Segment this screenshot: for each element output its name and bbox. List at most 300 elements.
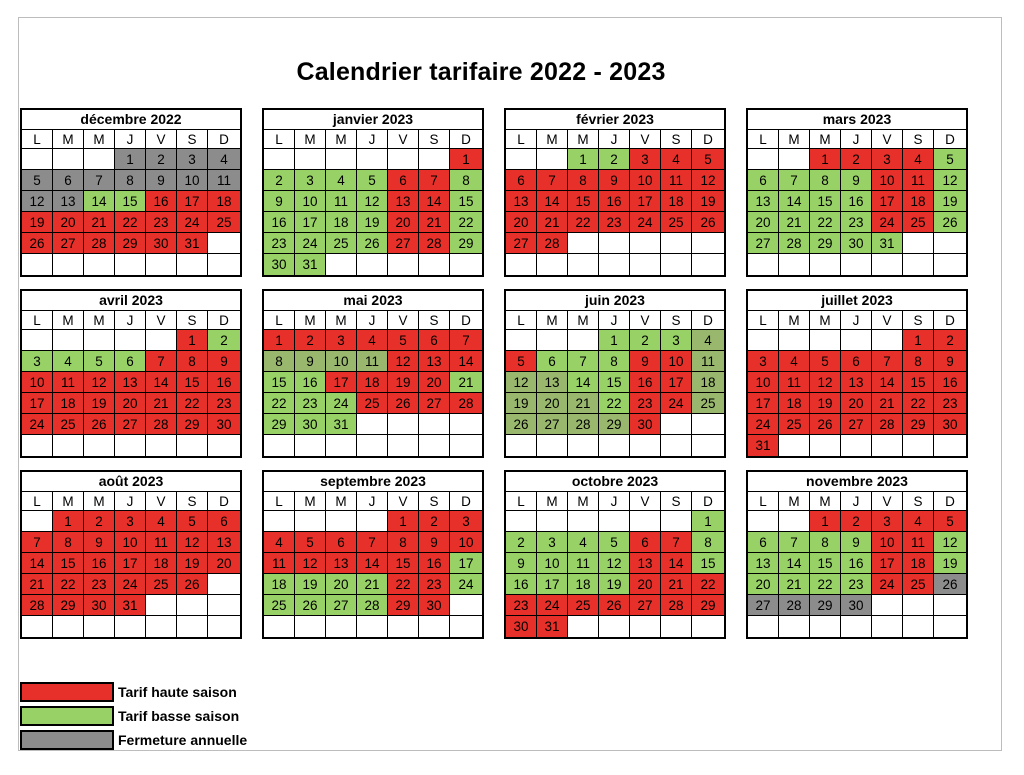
day-cell: 4 bbox=[903, 149, 934, 170]
day-cell: 22 bbox=[388, 574, 419, 595]
day-cell: 27 bbox=[388, 233, 419, 254]
empty-cell bbox=[84, 149, 115, 170]
empty-cell bbox=[208, 595, 240, 616]
day-cell: 21 bbox=[872, 393, 903, 414]
day-cell: 21 bbox=[779, 574, 810, 595]
day-cell: 19 bbox=[295, 574, 326, 595]
day-cell: 3 bbox=[537, 532, 568, 553]
empty-cell bbox=[326, 435, 357, 456]
day-cell: 10 bbox=[537, 553, 568, 574]
day-cell: 28 bbox=[872, 414, 903, 435]
day-cell: 4 bbox=[779, 351, 810, 372]
day-cell: 23 bbox=[419, 574, 450, 595]
day-cell: 6 bbox=[841, 351, 872, 372]
month-title: mars 2023 bbox=[748, 110, 966, 130]
weekday-label: M bbox=[326, 311, 357, 330]
empty-cell bbox=[22, 149, 53, 170]
month-title: décembre 2022 bbox=[22, 110, 240, 130]
week-row bbox=[506, 351, 724, 372]
day-cell: 17 bbox=[872, 191, 903, 212]
day-cell: 16 bbox=[419, 553, 450, 574]
weekday-label: V bbox=[872, 311, 903, 330]
empty-cell bbox=[630, 435, 661, 456]
day-cell: 18 bbox=[208, 191, 240, 212]
weekday-label: V bbox=[388, 130, 419, 149]
day-cell: 11 bbox=[692, 351, 724, 372]
empty-cell bbox=[903, 616, 934, 637]
empty-cell bbox=[599, 233, 630, 254]
empty-cell bbox=[388, 254, 419, 275]
day-cell: 23 bbox=[84, 574, 115, 595]
day-cell: 24 bbox=[295, 233, 326, 254]
day-cell: 12 bbox=[934, 532, 966, 553]
empty-cell bbox=[53, 330, 84, 351]
empty-cell bbox=[357, 149, 388, 170]
week-row bbox=[264, 372, 482, 393]
day-cell: 13 bbox=[748, 553, 779, 574]
day-cell: 24 bbox=[450, 574, 482, 595]
day-cell: 1 bbox=[903, 330, 934, 351]
day-cell: 1 bbox=[388, 511, 419, 532]
day-cell: 24 bbox=[22, 414, 53, 435]
empty-cell bbox=[53, 435, 84, 456]
day-cell: 13 bbox=[115, 372, 146, 393]
day-cell: 22 bbox=[115, 212, 146, 233]
weekday-label: V bbox=[630, 130, 661, 149]
day-cell: 16 bbox=[208, 372, 240, 393]
day-cell: 7 bbox=[450, 330, 482, 351]
week-row bbox=[264, 574, 482, 595]
day-cell: 2 bbox=[630, 330, 661, 351]
weekday-label: S bbox=[177, 492, 208, 511]
empty-cell bbox=[264, 149, 295, 170]
day-cell: 2 bbox=[841, 149, 872, 170]
day-cell: 15 bbox=[450, 191, 482, 212]
day-cell: 8 bbox=[599, 351, 630, 372]
day-cell: 27 bbox=[630, 595, 661, 616]
day-cell: 12 bbox=[506, 372, 537, 393]
weekday-header bbox=[748, 130, 966, 149]
day-cell: 5 bbox=[506, 351, 537, 372]
day-cell: 13 bbox=[506, 191, 537, 212]
weekday-label: M bbox=[810, 492, 841, 511]
day-cell: 21 bbox=[568, 393, 599, 414]
empty-cell bbox=[568, 511, 599, 532]
day-cell: 8 bbox=[264, 351, 295, 372]
day-cell: 20 bbox=[748, 212, 779, 233]
empty-cell bbox=[264, 435, 295, 456]
day-cell: 30 bbox=[630, 414, 661, 435]
weekday-label: M bbox=[326, 130, 357, 149]
day-cell: 19 bbox=[388, 372, 419, 393]
day-cell: 22 bbox=[599, 393, 630, 414]
empty-cell bbox=[810, 330, 841, 351]
day-cell: 22 bbox=[903, 393, 934, 414]
empty-cell bbox=[748, 149, 779, 170]
weekday-header bbox=[22, 130, 240, 149]
empty-cell bbox=[661, 254, 692, 275]
empty-cell bbox=[748, 511, 779, 532]
weekday-label: D bbox=[692, 311, 724, 330]
empty-cell bbox=[841, 435, 872, 456]
empty-cell bbox=[53, 616, 84, 637]
weekday-label: M bbox=[537, 311, 568, 330]
day-cell: 23 bbox=[841, 574, 872, 595]
day-cell: 27 bbox=[841, 414, 872, 435]
empty-cell bbox=[208, 254, 240, 275]
day-cell: 7 bbox=[22, 532, 53, 553]
day-cell: 2 bbox=[295, 330, 326, 351]
week-row bbox=[22, 330, 240, 351]
weekday-label: M bbox=[568, 492, 599, 511]
day-cell: 26 bbox=[506, 414, 537, 435]
day-cell: 8 bbox=[568, 170, 599, 191]
day-cell: 23 bbox=[841, 212, 872, 233]
day-cell: 17 bbox=[872, 553, 903, 574]
empty-cell bbox=[872, 254, 903, 275]
day-cell: 14 bbox=[450, 351, 482, 372]
week-row bbox=[506, 393, 724, 414]
day-cell: 19 bbox=[84, 393, 115, 414]
empty-cell bbox=[599, 511, 630, 532]
empty-cell bbox=[841, 330, 872, 351]
week-row bbox=[264, 414, 482, 435]
day-cell: 12 bbox=[692, 170, 724, 191]
day-cell: 11 bbox=[779, 372, 810, 393]
week-row bbox=[264, 149, 482, 170]
day-cell: 21 bbox=[450, 372, 482, 393]
week-row bbox=[22, 233, 240, 254]
empty-cell bbox=[506, 330, 537, 351]
month-calendar bbox=[262, 470, 484, 639]
day-cell: 18 bbox=[903, 553, 934, 574]
day-cell: 28 bbox=[84, 233, 115, 254]
weekday-label: L bbox=[506, 492, 537, 511]
weekday-label: M bbox=[53, 492, 84, 511]
day-cell: 18 bbox=[53, 393, 84, 414]
week-row bbox=[22, 212, 240, 233]
week-row bbox=[748, 553, 966, 574]
day-cell: 4 bbox=[661, 149, 692, 170]
month-calendar bbox=[746, 108, 968, 277]
day-cell: 10 bbox=[295, 191, 326, 212]
week-row bbox=[264, 532, 482, 553]
day-cell: 7 bbox=[872, 351, 903, 372]
day-cell: 5 bbox=[357, 170, 388, 191]
day-cell: 17 bbox=[537, 574, 568, 595]
empty-cell bbox=[177, 435, 208, 456]
day-cell: 5 bbox=[22, 170, 53, 191]
day-cell: 1 bbox=[568, 149, 599, 170]
week-row bbox=[264, 351, 482, 372]
day-cell: 3 bbox=[115, 511, 146, 532]
day-cell: 6 bbox=[748, 170, 779, 191]
empty-cell bbox=[208, 233, 240, 254]
weekday-label: J bbox=[357, 492, 388, 511]
empty-cell bbox=[264, 616, 295, 637]
week-row bbox=[264, 511, 482, 532]
day-cell: 26 bbox=[84, 414, 115, 435]
day-cell: 26 bbox=[388, 393, 419, 414]
day-cell: 25 bbox=[208, 212, 240, 233]
weekday-label: M bbox=[295, 492, 326, 511]
empty-cell bbox=[326, 616, 357, 637]
empty-cell bbox=[177, 595, 208, 616]
day-cell: 13 bbox=[630, 553, 661, 574]
day-cell: 18 bbox=[661, 191, 692, 212]
week-row bbox=[264, 212, 482, 233]
day-cell: 10 bbox=[748, 372, 779, 393]
day-cell: 28 bbox=[779, 233, 810, 254]
weekday-label: V bbox=[146, 130, 177, 149]
week-row bbox=[506, 435, 724, 456]
day-cell: 5 bbox=[388, 330, 419, 351]
day-cell: 2 bbox=[934, 330, 966, 351]
day-cell: 25 bbox=[903, 574, 934, 595]
day-cell: 24 bbox=[115, 574, 146, 595]
day-cell: 16 bbox=[84, 553, 115, 574]
month-calendar bbox=[262, 108, 484, 277]
day-cell: 5 bbox=[177, 511, 208, 532]
week-row bbox=[264, 191, 482, 212]
day-cell: 29 bbox=[264, 414, 295, 435]
empty-cell bbox=[810, 435, 841, 456]
day-cell: 13 bbox=[53, 191, 84, 212]
weekday-label: D bbox=[450, 130, 482, 149]
day-cell: 22 bbox=[568, 212, 599, 233]
weekday-label: S bbox=[419, 130, 450, 149]
day-cell: 9 bbox=[264, 191, 295, 212]
day-cell: 9 bbox=[419, 532, 450, 553]
empty-cell bbox=[450, 254, 482, 275]
day-cell: 19 bbox=[22, 212, 53, 233]
day-cell: 23 bbox=[146, 212, 177, 233]
day-cell: 15 bbox=[568, 191, 599, 212]
weekday-label: M bbox=[779, 492, 810, 511]
weekday-label: V bbox=[146, 492, 177, 511]
week-row bbox=[22, 595, 240, 616]
empty-cell bbox=[295, 149, 326, 170]
day-cell: 27 bbox=[53, 233, 84, 254]
day-cell: 7 bbox=[568, 351, 599, 372]
weekday-header bbox=[264, 311, 482, 330]
empty-cell bbox=[84, 435, 115, 456]
day-cell: 13 bbox=[841, 372, 872, 393]
empty-cell bbox=[357, 616, 388, 637]
day-cell: 12 bbox=[388, 351, 419, 372]
weekday-header bbox=[748, 311, 966, 330]
day-cell: 11 bbox=[357, 351, 388, 372]
day-cell: 29 bbox=[692, 595, 724, 616]
week-row bbox=[264, 595, 482, 616]
day-cell: 12 bbox=[84, 372, 115, 393]
day-cell: 26 bbox=[177, 574, 208, 595]
day-cell: 1 bbox=[599, 330, 630, 351]
day-cell: 24 bbox=[177, 212, 208, 233]
day-cell: 16 bbox=[841, 191, 872, 212]
day-cell: 29 bbox=[810, 233, 841, 254]
weekday-label: J bbox=[357, 130, 388, 149]
week-row bbox=[506, 254, 724, 275]
empty-cell bbox=[599, 435, 630, 456]
day-cell: 10 bbox=[450, 532, 482, 553]
week-row bbox=[748, 212, 966, 233]
day-cell: 18 bbox=[357, 372, 388, 393]
day-cell: 10 bbox=[630, 170, 661, 191]
day-cell: 9 bbox=[841, 532, 872, 553]
day-cell: 2 bbox=[146, 149, 177, 170]
weekday-label: M bbox=[810, 130, 841, 149]
day-cell: 8 bbox=[53, 532, 84, 553]
day-cell: 18 bbox=[146, 553, 177, 574]
day-cell: 7 bbox=[779, 170, 810, 191]
day-cell: 29 bbox=[450, 233, 482, 254]
day-cell: 21 bbox=[537, 212, 568, 233]
week-row bbox=[264, 553, 482, 574]
day-cell: 19 bbox=[599, 574, 630, 595]
day-cell: 10 bbox=[872, 170, 903, 191]
weekday-label: V bbox=[146, 311, 177, 330]
week-row bbox=[22, 191, 240, 212]
day-cell: 15 bbox=[810, 553, 841, 574]
weekday-label: M bbox=[537, 130, 568, 149]
month-calendar bbox=[504, 470, 726, 639]
empty-cell bbox=[419, 616, 450, 637]
day-cell: 12 bbox=[810, 372, 841, 393]
day-cell: 24 bbox=[630, 212, 661, 233]
empty-cell bbox=[357, 414, 388, 435]
day-cell: 1 bbox=[810, 511, 841, 532]
day-cell: 23 bbox=[264, 233, 295, 254]
empty-cell bbox=[661, 616, 692, 637]
empty-cell bbox=[537, 435, 568, 456]
day-cell: 24 bbox=[872, 574, 903, 595]
empty-cell bbox=[295, 616, 326, 637]
weekday-label: V bbox=[388, 492, 419, 511]
week-row bbox=[748, 149, 966, 170]
month-title: février 2023 bbox=[506, 110, 724, 130]
month-title: avril 2023 bbox=[22, 291, 240, 311]
weekday-label: M bbox=[53, 130, 84, 149]
weekday-label: L bbox=[264, 492, 295, 511]
day-cell: 14 bbox=[419, 191, 450, 212]
empty-cell bbox=[872, 595, 903, 616]
day-cell: 19 bbox=[810, 393, 841, 414]
empty-cell bbox=[146, 435, 177, 456]
month-calendar bbox=[20, 289, 242, 458]
weekday-label: V bbox=[630, 311, 661, 330]
weekday-label: M bbox=[326, 492, 357, 511]
weekday-label: M bbox=[53, 311, 84, 330]
empty-cell bbox=[53, 149, 84, 170]
empty-cell bbox=[661, 414, 692, 435]
day-cell: 14 bbox=[568, 372, 599, 393]
empty-cell bbox=[506, 254, 537, 275]
empty-cell bbox=[661, 435, 692, 456]
empty-cell bbox=[779, 511, 810, 532]
day-cell: 14 bbox=[872, 372, 903, 393]
day-cell: 17 bbox=[450, 553, 482, 574]
day-cell: 22 bbox=[450, 212, 482, 233]
week-row bbox=[748, 393, 966, 414]
empty-cell bbox=[537, 149, 568, 170]
day-cell: 7 bbox=[419, 170, 450, 191]
day-cell: 8 bbox=[177, 351, 208, 372]
day-cell: 14 bbox=[22, 553, 53, 574]
day-cell: 22 bbox=[692, 574, 724, 595]
day-cell: 29 bbox=[53, 595, 84, 616]
day-cell: 8 bbox=[115, 170, 146, 191]
day-cell: 20 bbox=[748, 574, 779, 595]
weekday-label: J bbox=[115, 492, 146, 511]
day-cell: 22 bbox=[810, 212, 841, 233]
empty-cell bbox=[692, 233, 724, 254]
day-cell: 19 bbox=[934, 191, 966, 212]
empty-cell bbox=[208, 435, 240, 456]
empty-cell bbox=[779, 616, 810, 637]
day-cell: 2 bbox=[841, 511, 872, 532]
day-cell: 25 bbox=[903, 212, 934, 233]
empty-cell bbox=[450, 595, 482, 616]
day-cell: 20 bbox=[506, 212, 537, 233]
day-cell: 24 bbox=[661, 393, 692, 414]
day-cell: 3 bbox=[22, 351, 53, 372]
empty-cell bbox=[326, 254, 357, 275]
day-cell: 9 bbox=[841, 170, 872, 191]
empty-cell bbox=[295, 511, 326, 532]
month-title: juillet 2023 bbox=[748, 291, 966, 311]
weekday-label: L bbox=[264, 130, 295, 149]
day-cell: 16 bbox=[934, 372, 966, 393]
weekday-label: S bbox=[177, 130, 208, 149]
empty-cell bbox=[568, 254, 599, 275]
empty-cell bbox=[388, 616, 419, 637]
day-cell: 31 bbox=[537, 616, 568, 637]
empty-cell bbox=[903, 254, 934, 275]
weekday-label: S bbox=[903, 311, 934, 330]
legend-item bbox=[20, 728, 247, 752]
day-cell: 10 bbox=[22, 372, 53, 393]
day-cell: 31 bbox=[115, 595, 146, 616]
day-cell: 29 bbox=[177, 414, 208, 435]
month-title: mai 2023 bbox=[264, 291, 482, 311]
day-cell: 27 bbox=[748, 233, 779, 254]
week-row bbox=[22, 616, 240, 637]
day-cell: 5 bbox=[84, 351, 115, 372]
week-row bbox=[506, 170, 724, 191]
day-cell: 8 bbox=[450, 170, 482, 191]
day-cell: 20 bbox=[208, 553, 240, 574]
day-cell: 25 bbox=[779, 414, 810, 435]
month-title: août 2023 bbox=[22, 472, 240, 492]
weekday-label: J bbox=[599, 311, 630, 330]
weekday-header bbox=[264, 492, 482, 511]
weekday-label: J bbox=[841, 130, 872, 149]
weekday-label: S bbox=[419, 311, 450, 330]
week-row bbox=[506, 212, 724, 233]
day-cell: 25 bbox=[357, 393, 388, 414]
week-row bbox=[22, 532, 240, 553]
empty-cell bbox=[872, 616, 903, 637]
weekday-header bbox=[506, 130, 724, 149]
empty-cell bbox=[450, 414, 482, 435]
empty-cell bbox=[568, 233, 599, 254]
day-cell: 15 bbox=[388, 553, 419, 574]
day-cell: 7 bbox=[661, 532, 692, 553]
weekday-label: M bbox=[779, 311, 810, 330]
day-cell: 11 bbox=[208, 170, 240, 191]
day-cell: 13 bbox=[748, 191, 779, 212]
